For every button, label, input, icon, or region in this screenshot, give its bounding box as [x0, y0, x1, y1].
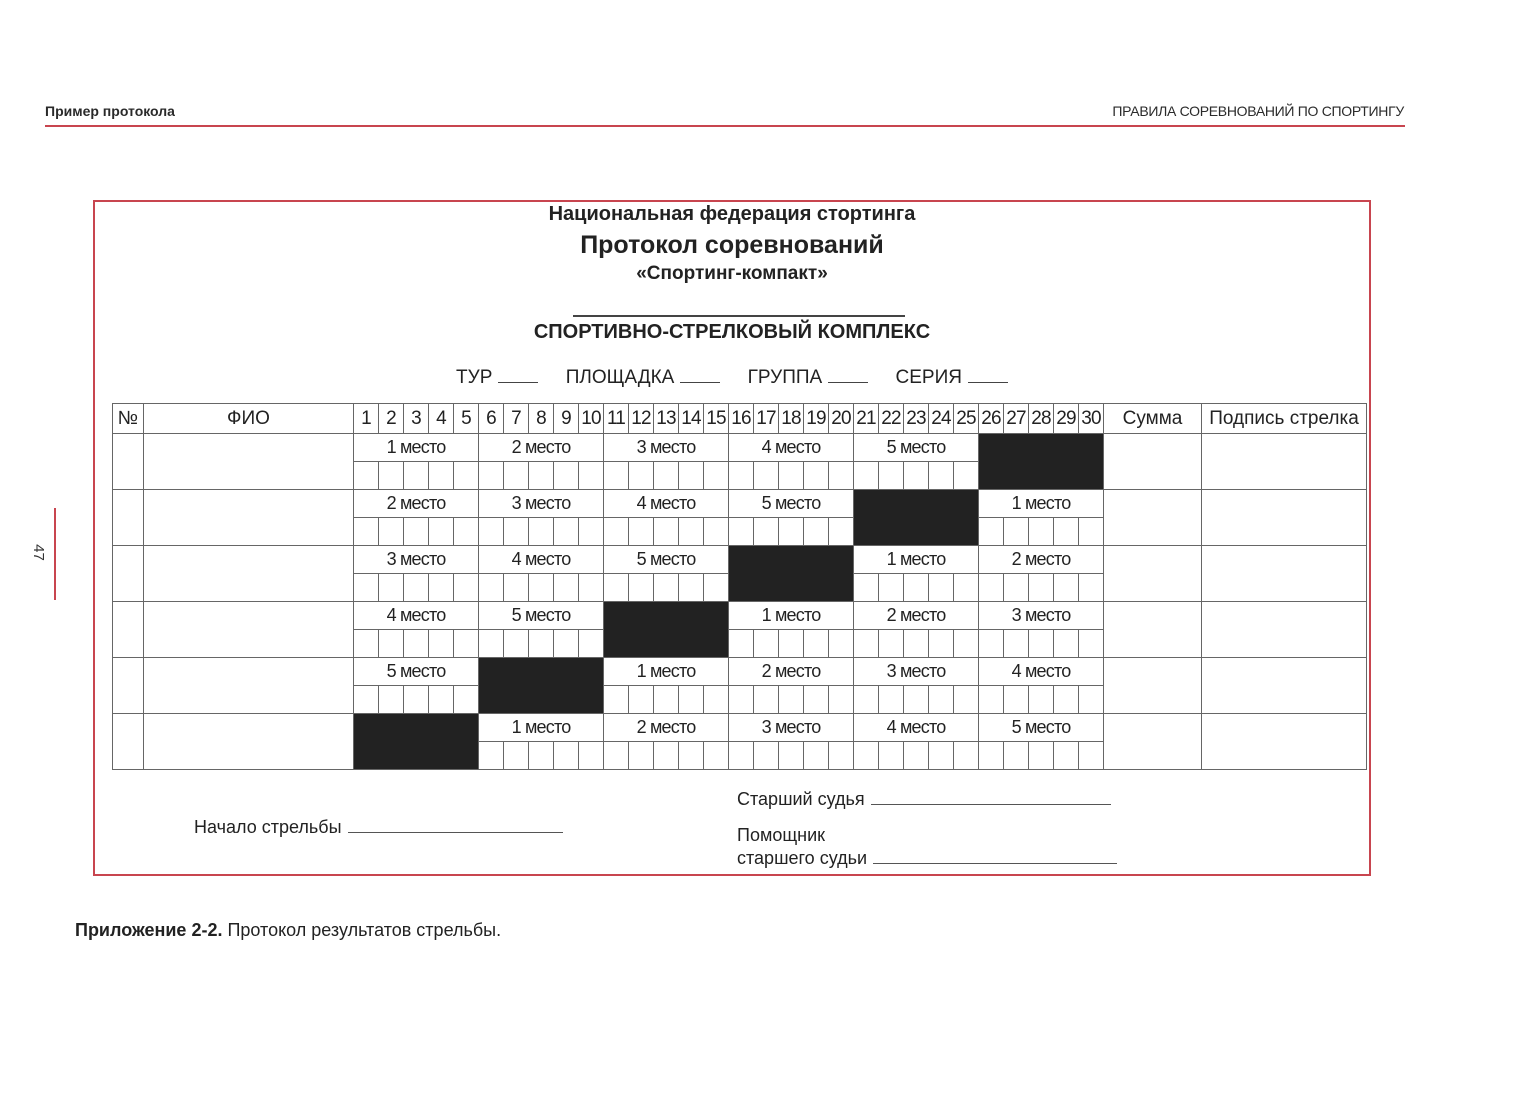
shot-result-cell[interactable]: [554, 462, 579, 490]
shot-result-cell[interactable]: [854, 742, 879, 770]
station-place-label: 4 место: [604, 490, 729, 518]
row-number-cell[interactable]: [113, 658, 144, 714]
shot-result-cell[interactable]: [654, 518, 679, 546]
assistant-judge-line[interactable]: [873, 863, 1117, 864]
shot-result-cell[interactable]: [604, 574, 629, 602]
shot-result-cell[interactable]: [679, 686, 704, 714]
sum-cell[interactable]: [1104, 434, 1202, 490]
shot-result-cell[interactable]: [754, 742, 779, 770]
station-place-label: 1 место: [479, 714, 604, 742]
shot-result-cell[interactable]: [504, 518, 529, 546]
shot-result-cell[interactable]: [1004, 574, 1029, 602]
shot-result-cell[interactable]: [804, 742, 829, 770]
shooter-name-cell[interactable]: [144, 490, 354, 546]
header-shot-23: 23: [904, 404, 929, 434]
shot-result-cell[interactable]: [929, 742, 954, 770]
shot-result-cell[interactable]: [954, 686, 979, 714]
shooter-signature-cell[interactable]: [1202, 434, 1367, 490]
station-place-label: 4 место: [979, 658, 1104, 686]
venue-title: СПОРТИВНО-СТРЕЛКОВЫЙ КОМПЛЕКС: [533, 321, 931, 343]
shot-result-cell[interactable]: [404, 630, 429, 658]
shot-result-cell[interactable]: [529, 742, 554, 770]
shot-result-cell[interactable]: [879, 462, 904, 490]
blocked-station-cell: [729, 546, 854, 602]
shot-result-cell[interactable]: [704, 686, 729, 714]
shot-result-cell[interactable]: [954, 462, 979, 490]
shot-result-cell[interactable]: [804, 462, 829, 490]
shot-result-cell[interactable]: [479, 518, 504, 546]
shot-result-cell[interactable]: [454, 686, 479, 714]
shot-result-cell[interactable]: [704, 574, 729, 602]
group-label: ГРУППА: [747, 367, 823, 388]
shot-result-cell[interactable]: [629, 518, 654, 546]
shot-result-cell[interactable]: [854, 574, 879, 602]
shot-result-cell[interactable]: [804, 518, 829, 546]
row-number-cell[interactable]: [113, 434, 144, 490]
shot-result-cell[interactable]: [454, 574, 479, 602]
shot-result-cell[interactable]: [1004, 742, 1029, 770]
shot-result-cell[interactable]: [404, 518, 429, 546]
shot-result-cell[interactable]: [779, 630, 804, 658]
header-shot-18: 18: [779, 404, 804, 434]
header-shot-29: 29: [1054, 404, 1079, 434]
shot-result-cell[interactable]: [654, 686, 679, 714]
shot-result-cell[interactable]: [454, 518, 479, 546]
row-number-cell[interactable]: [113, 602, 144, 658]
shot-result-cell[interactable]: [1029, 574, 1054, 602]
shot-result-cell[interactable]: [404, 574, 429, 602]
header-divider: [45, 125, 1405, 127]
shot-result-cell[interactable]: [779, 518, 804, 546]
header-shot-30: 30: [1079, 404, 1104, 434]
shooter-signature-cell[interactable]: [1202, 714, 1367, 770]
protocol-form-frame: [93, 200, 1371, 876]
station-place-label: 5 место: [354, 658, 479, 686]
page-header-right: ПРАВИЛА СОРЕВНОВАНИЙ ПО СПОРТИНГУ: [1112, 103, 1404, 119]
shot-result-cell[interactable]: [679, 518, 704, 546]
station-place-label: 2 место: [354, 490, 479, 518]
shot-result-cell[interactable]: [379, 630, 404, 658]
chief-judge-label: Старший судья: [737, 789, 865, 809]
shot-result-cell[interactable]: [629, 574, 654, 602]
shot-result-cell[interactable]: [1054, 574, 1079, 602]
station-place-label: 1 место: [854, 546, 979, 574]
shot-result-cell[interactable]: [879, 630, 904, 658]
chief-judge-field: [737, 789, 1111, 810]
station-place-label: 5 место: [479, 602, 604, 630]
shot-result-cell[interactable]: [354, 686, 379, 714]
start-time-field: [194, 817, 563, 838]
shot-result-cell[interactable]: [954, 742, 979, 770]
header-shot-1: 1: [354, 404, 379, 434]
shot-result-cell[interactable]: [604, 462, 629, 490]
header-shot-17: 17: [754, 404, 779, 434]
shooter-signature-cell[interactable]: [1202, 602, 1367, 658]
shot-result-cell[interactable]: [1054, 630, 1079, 658]
station-place-label: 5 место: [854, 434, 979, 462]
sum-cell[interactable]: [1104, 490, 1202, 546]
shot-result-cell[interactable]: [504, 462, 529, 490]
shooter-signature-cell[interactable]: [1202, 658, 1367, 714]
shot-result-cell[interactable]: [679, 574, 704, 602]
shot-result-cell[interactable]: [429, 574, 454, 602]
shot-result-cell[interactable]: [479, 574, 504, 602]
shot-result-cell[interactable]: [479, 462, 504, 490]
shot-result-cell[interactable]: [1004, 686, 1029, 714]
shot-result-cell[interactable]: [854, 630, 879, 658]
shot-result-cell[interactable]: [879, 686, 904, 714]
shot-result-cell[interactable]: [429, 686, 454, 714]
header-shot-14: 14: [679, 404, 704, 434]
header-shot-5: 5: [454, 404, 479, 434]
caption-text: Протокол результатов стрельбы.: [222, 920, 502, 940]
shot-result-cell[interactable]: [1029, 742, 1054, 770]
header-shot-9: 9: [554, 404, 579, 434]
shot-result-cell[interactable]: [829, 742, 854, 770]
chief-judge-line[interactable]: [871, 804, 1111, 805]
shot-result-cell[interactable]: [354, 462, 379, 490]
header-shot-12: 12: [629, 404, 654, 434]
shot-result-cell[interactable]: [579, 742, 604, 770]
shot-result-cell[interactable]: [879, 742, 904, 770]
shot-result-cell[interactable]: [1079, 742, 1104, 770]
shot-result-cell[interactable]: [629, 462, 654, 490]
shot-result-cell[interactable]: [554, 742, 579, 770]
shot-result-cell[interactable]: [579, 518, 604, 546]
shooter-signature-cell[interactable]: [1202, 490, 1367, 546]
header-shot-22: 22: [879, 404, 904, 434]
shot-result-cell[interactable]: [479, 742, 504, 770]
station-place-label: 4 место: [729, 434, 854, 462]
shot-result-cell[interactable]: [379, 462, 404, 490]
shot-result-cell[interactable]: [504, 574, 529, 602]
station-place-label: 5 место: [729, 490, 854, 518]
shot-result-cell[interactable]: [704, 462, 729, 490]
shot-result-cell[interactable]: [454, 630, 479, 658]
shot-result-cell[interactable]: [954, 630, 979, 658]
tour-field[interactable]: [498, 382, 538, 383]
shot-result-cell[interactable]: [904, 462, 929, 490]
venue-name-line: [573, 315, 905, 317]
shot-result-cell[interactable]: [529, 518, 554, 546]
shot-result-cell[interactable]: [779, 462, 804, 490]
shot-result-cell[interactable]: [679, 742, 704, 770]
blocked-station-cell: [979, 434, 1104, 490]
station-place-label: 1 место: [354, 434, 479, 462]
shot-result-cell[interactable]: [429, 462, 454, 490]
shot-result-cell[interactable]: [379, 574, 404, 602]
station-place-label: 2 место: [729, 658, 854, 686]
shot-result-cell[interactable]: [1079, 686, 1104, 714]
header-shot-25: 25: [954, 404, 979, 434]
shot-result-cell[interactable]: [954, 574, 979, 602]
shot-result-cell[interactable]: [1054, 518, 1079, 546]
shot-result-cell[interactable]: [354, 518, 379, 546]
shot-result-cell[interactable]: [854, 462, 879, 490]
shot-result-cell[interactable]: [829, 462, 854, 490]
station-place-label: 2 место: [854, 602, 979, 630]
shot-result-cell[interactable]: [1079, 574, 1104, 602]
station-place-label: 4 место: [354, 602, 479, 630]
shot-result-cell[interactable]: [829, 630, 854, 658]
shot-result-cell[interactable]: [879, 574, 904, 602]
header-shot-7: 7: [504, 404, 529, 434]
sum-cell[interactable]: [1104, 714, 1202, 770]
shot-result-cell[interactable]: [979, 630, 1004, 658]
shot-result-cell[interactable]: [629, 686, 654, 714]
figure-caption: [75, 920, 501, 941]
shooter-name-cell[interactable]: [144, 602, 354, 658]
station-place-label: 3 место: [479, 490, 604, 518]
header-shot-27: 27: [1004, 404, 1029, 434]
shot-result-cell[interactable]: [604, 742, 629, 770]
table-row: [113, 714, 1367, 742]
shot-result-cell[interactable]: [579, 462, 604, 490]
shot-result-cell[interactable]: [654, 742, 679, 770]
federation-title: Национальная федерация стортинга: [548, 203, 916, 225]
shot-result-cell[interactable]: [929, 630, 954, 658]
header-name: ФИО: [144, 404, 354, 434]
header-shot-3: 3: [404, 404, 429, 434]
table-row: [113, 434, 1367, 462]
shot-result-cell[interactable]: [1004, 630, 1029, 658]
shot-result-cell[interactable]: [379, 518, 404, 546]
header-shot-4: 4: [429, 404, 454, 434]
header-shot-24: 24: [929, 404, 954, 434]
shot-result-cell[interactable]: [904, 686, 929, 714]
station-place-label: 2 место: [604, 714, 729, 742]
table-header-row: [113, 404, 1367, 434]
header-shot-10: 10: [579, 404, 604, 434]
sum-cell[interactable]: [1104, 602, 1202, 658]
station-place-label: 2 место: [479, 434, 604, 462]
shot-result-cell[interactable]: [904, 742, 929, 770]
shot-result-cell[interactable]: [829, 686, 854, 714]
shot-result-cell[interactable]: [1079, 630, 1104, 658]
header-shot-11: 11: [604, 404, 629, 434]
shot-result-cell[interactable]: [729, 518, 754, 546]
protocol-title: Протокол соревнований: [580, 231, 884, 259]
shot-result-cell[interactable]: [1054, 686, 1079, 714]
header-signature: Подпись стрелка: [1202, 404, 1367, 434]
table-row: [113, 602, 1367, 630]
shot-result-cell[interactable]: [654, 574, 679, 602]
station-place-label: 1 место: [604, 658, 729, 686]
shot-result-cell[interactable]: [554, 630, 579, 658]
shot-result-cell[interactable]: [704, 518, 729, 546]
shooter-name-cell[interactable]: [144, 714, 354, 770]
shot-result-cell[interactable]: [754, 630, 779, 658]
header-shot-2: 2: [379, 404, 404, 434]
assistant-judge-label-1: Помощник: [737, 825, 826, 845]
header-shot-19: 19: [804, 404, 829, 434]
site-field[interactable]: [680, 382, 720, 383]
shot-result-cell[interactable]: [779, 742, 804, 770]
shooter-signature-cell[interactable]: [1202, 546, 1367, 602]
blocked-station-cell: [854, 490, 979, 546]
assistant-judge-field: [737, 824, 1117, 870]
start-time-line[interactable]: [348, 832, 563, 833]
shot-result-cell[interactable]: [754, 686, 779, 714]
station-place-label: 3 место: [354, 546, 479, 574]
shot-result-cell[interactable]: [579, 574, 604, 602]
table-row: [113, 658, 1367, 686]
shot-result-cell[interactable]: [429, 518, 454, 546]
shot-result-cell[interactable]: [504, 742, 529, 770]
form-fields: [95, 367, 1369, 389]
shot-result-cell[interactable]: [504, 630, 529, 658]
shooter-name-cell[interactable]: [144, 546, 354, 602]
shot-result-cell[interactable]: [1029, 518, 1054, 546]
shot-result-cell[interactable]: [554, 574, 579, 602]
shot-result-cell[interactable]: [754, 462, 779, 490]
shot-result-cell[interactable]: [854, 686, 879, 714]
caption-label: Приложение 2-2.: [75, 920, 223, 940]
shot-result-cell[interactable]: [979, 742, 1004, 770]
header-shot-16: 16: [729, 404, 754, 434]
shooter-name-cell[interactable]: [144, 658, 354, 714]
blocked-station-cell: [604, 602, 729, 658]
shot-result-cell[interactable]: [554, 518, 579, 546]
shot-result-cell[interactable]: [904, 630, 929, 658]
shot-result-cell[interactable]: [454, 462, 479, 490]
station-place-label: 2 место: [979, 546, 1104, 574]
shot-result-cell[interactable]: [604, 686, 629, 714]
station-place-label: 3 место: [729, 714, 854, 742]
header-sum: Сумма: [1104, 404, 1202, 434]
row-number-cell[interactable]: [113, 546, 144, 602]
blocked-station-cell: [354, 714, 479, 770]
tour-label: ТУР: [456, 367, 493, 388]
shot-result-cell[interactable]: [979, 574, 1004, 602]
station-place-label: 4 место: [479, 546, 604, 574]
station-place-label: 1 место: [729, 602, 854, 630]
header-shot-28: 28: [1029, 404, 1054, 434]
shot-result-cell[interactable]: [704, 742, 729, 770]
shot-result-cell[interactable]: [904, 574, 929, 602]
station-place-label: 4 место: [854, 714, 979, 742]
sum-cell[interactable]: [1104, 546, 1202, 602]
station-place-label: 3 место: [854, 658, 979, 686]
row-number-cell[interactable]: [113, 714, 144, 770]
shot-result-cell[interactable]: [379, 686, 404, 714]
shot-result-cell[interactable]: [829, 518, 854, 546]
shot-result-cell[interactable]: [979, 518, 1004, 546]
shot-result-cell[interactable]: [479, 630, 504, 658]
shot-result-cell[interactable]: [929, 686, 954, 714]
shot-result-cell[interactable]: [779, 686, 804, 714]
station-place-label: 5 место: [979, 714, 1104, 742]
shot-result-cell[interactable]: [529, 574, 554, 602]
shot-result-cell[interactable]: [729, 462, 754, 490]
shot-result-cell[interactable]: [529, 462, 554, 490]
shot-result-cell[interactable]: [729, 686, 754, 714]
header-shot-6: 6: [479, 404, 504, 434]
shot-result-cell[interactable]: [929, 462, 954, 490]
header-shot-8: 8: [529, 404, 554, 434]
shot-result-cell[interactable]: [929, 574, 954, 602]
header-shot-13: 13: [654, 404, 679, 434]
header-shot-15: 15: [704, 404, 729, 434]
table-row: [113, 490, 1367, 518]
shot-result-cell[interactable]: [354, 630, 379, 658]
shot-result-cell[interactable]: [729, 630, 754, 658]
shot-result-cell[interactable]: [354, 574, 379, 602]
assistant-judge-label-2: старшего судьи: [737, 848, 868, 868]
header-shot-26: 26: [979, 404, 1004, 434]
shot-result-cell[interactable]: [629, 742, 654, 770]
station-place-label: 1 место: [979, 490, 1104, 518]
shot-result-cell[interactable]: [1079, 518, 1104, 546]
row-number-cell[interactable]: [113, 490, 144, 546]
series-label: СЕРИЯ: [895, 367, 962, 388]
shot-result-cell[interactable]: [529, 630, 554, 658]
shooter-name-cell[interactable]: [144, 434, 354, 490]
shot-result-cell[interactable]: [1004, 518, 1029, 546]
station-place-label: 3 место: [979, 602, 1104, 630]
shot-result-cell[interactable]: [429, 630, 454, 658]
results-table: [112, 403, 1367, 770]
sum-cell[interactable]: [1104, 658, 1202, 714]
shot-result-cell[interactable]: [1029, 630, 1054, 658]
shot-result-cell[interactable]: [804, 686, 829, 714]
shot-result-cell[interactable]: [729, 742, 754, 770]
shot-result-cell[interactable]: [1054, 742, 1079, 770]
shot-result-cell[interactable]: [679, 462, 704, 490]
shot-result-cell[interactable]: [579, 630, 604, 658]
header-shot-20: 20: [829, 404, 854, 434]
protocol-subtitle: «Спортинг-компакт»: [636, 263, 828, 284]
page-header-left: Пример протокола: [45, 103, 175, 119]
shot-result-cell[interactable]: [404, 686, 429, 714]
shot-result-cell[interactable]: [654, 462, 679, 490]
group-field[interactable]: [828, 382, 868, 383]
start-time-label: Начало стрельбы: [194, 817, 342, 837]
series-field[interactable]: [968, 382, 1008, 383]
site-label: ПЛОЩАДКА: [565, 367, 675, 388]
page-number: 47: [29, 544, 47, 561]
shot-result-cell[interactable]: [404, 462, 429, 490]
station-place-label: 5 место: [604, 546, 729, 574]
shot-result-cell[interactable]: [979, 686, 1004, 714]
shot-result-cell[interactable]: [604, 518, 629, 546]
blocked-station-cell: [479, 658, 604, 714]
table-row: [113, 546, 1367, 574]
page-number-line: [54, 508, 56, 600]
shot-result-cell[interactable]: [754, 518, 779, 546]
shot-result-cell[interactable]: [804, 630, 829, 658]
station-place-label: 3 место: [604, 434, 729, 462]
header-shot-21: 21: [854, 404, 879, 434]
shot-result-cell[interactable]: [1029, 686, 1054, 714]
header-no: №: [113, 404, 144, 434]
